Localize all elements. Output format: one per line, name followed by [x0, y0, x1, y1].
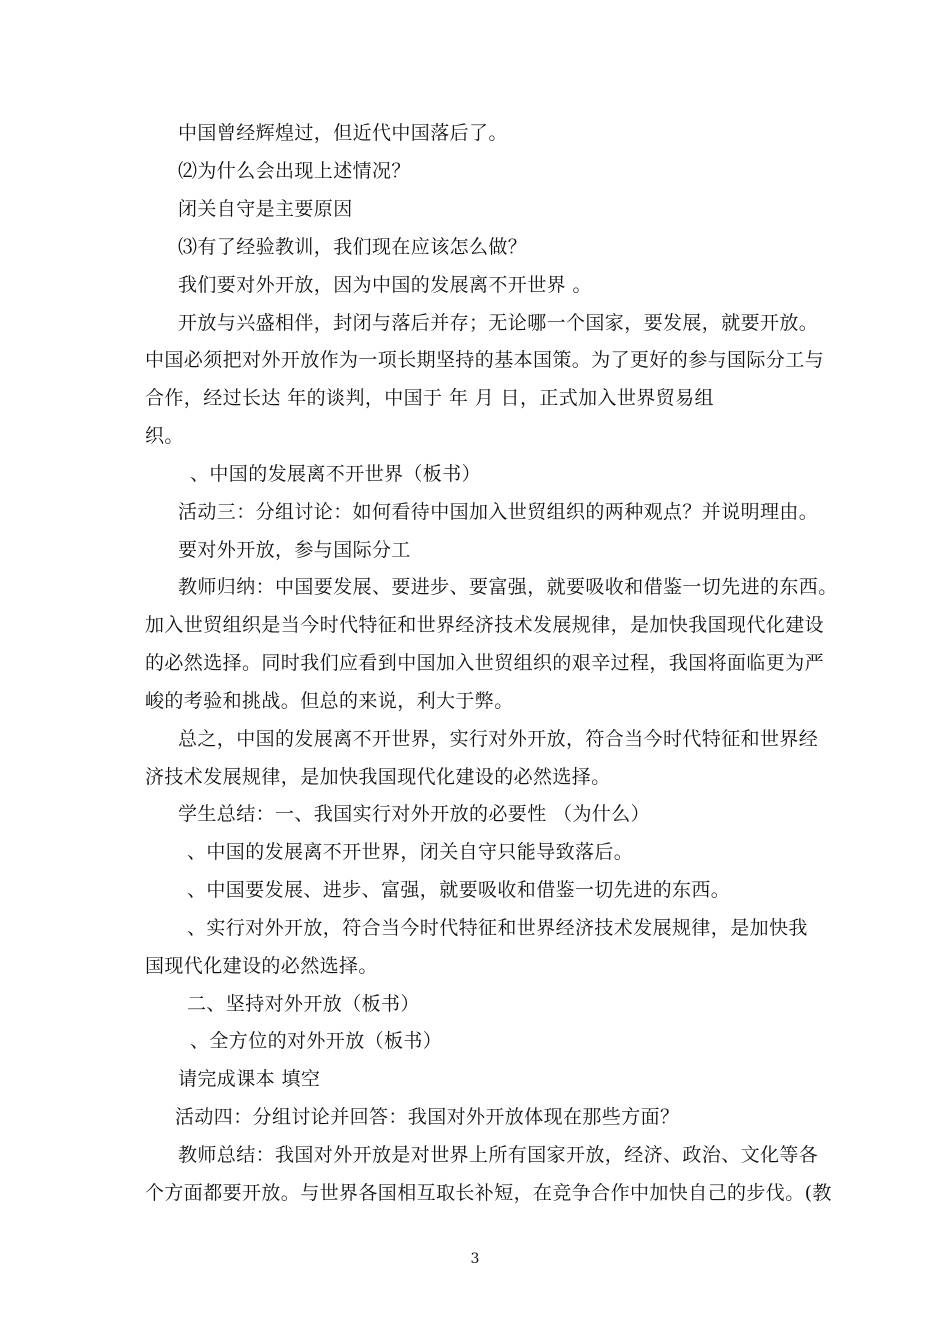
paragraph-line: 合作，经过长达 年的谈判，中国于 年 月 日，正式加入世界贸易组 [145, 387, 714, 409]
paragraph-line: 总之，中国的发展离不开世界，实行对外开放，符合当今时代特征和世界经 [178, 728, 819, 750]
list-item: 、中国的发展离不开世界，闭关自守只能导致落后。 [187, 841, 634, 863]
list-item: 、实行对外开放，符合当今时代特征和世界经济技术发展规律，是加快我 [187, 917, 808, 939]
paragraph-line: 个方面都要开放。与世界各国相互取长补短，在竞争合作中加快自己的步伐。(教 [145, 1182, 832, 1204]
paragraph-line: 我们要对外开放，因为中国的发展离不开世界 。 [178, 274, 592, 296]
paragraph-line: 济技术发展规律，是加快我国现代化建设的必然选择。 [145, 766, 611, 788]
paragraph-line: 活动三：分组讨论：如何看待中国加入世贸组织的两种观点？并说明理由。 [178, 501, 819, 523]
section-heading: 、全方位的对外开放（板书） [190, 1030, 443, 1052]
paragraph-line: ⑵为什么会出现上述情况？ [178, 160, 411, 182]
paragraph-line: 请完成课本 填空 [178, 1068, 321, 1090]
paragraph-line: 教师总结：我国对外开放是对世界上所有国家开放，经济、政治、文化等各 [178, 1144, 819, 1166]
paragraph-line: 中国曾经辉煌过，但近代中国落后了。 [178, 122, 508, 144]
page-number: 3 [470, 1251, 480, 1267]
section-heading: 二、坚持对外开放（板书） [187, 993, 420, 1015]
paragraph-line: 教师归纳：中国要发展、要进步、要富强，就要吸收和借鉴一切先进的东西。 [178, 576, 838, 598]
paragraph-line: 的必然选择。同时我们应看到中国加入世贸组织的艰辛过程，我国将面临更为严 [145, 652, 825, 674]
paragraph-line: 要对外开放，参与国际分工 [178, 539, 411, 561]
section-heading: 、中国的发展离不开世界（板书） [190, 463, 482, 485]
paragraph-line: 闭关自守是主要原因 [178, 198, 353, 220]
list-item: 、中国要发展、进步、富强，就要吸收和借鉴一切先进的东西。 [187, 879, 731, 901]
paragraph-line: 学生总结：一、我国实行对外开放的必要性 （为什么） [178, 803, 651, 825]
paragraph-line: 织。 [145, 425, 184, 447]
paragraph-line: 活动四：分组讨论并回答：我国对外开放体现在那些方面？ [175, 1106, 680, 1128]
paragraph-line: 峻的考验和挑战。但总的来说，利大于弊。 [145, 690, 514, 712]
paragraph-line: ⑶有了经验教训，我们现在应该怎么做？ [178, 236, 528, 258]
paragraph-line: 加入世贸组织是当今时代特征和世界经济技术发展规律，是加快我国现代化建设 [145, 614, 825, 636]
paragraph-line: 开放与兴盛相伴，封闭与落后并存；无论哪一个国家，要发展，就要开放。 [178, 312, 819, 334]
paragraph-line: 国现代化建设的必然选择。 [145, 955, 378, 977]
paragraph-line: 中国必须把对外开放作为一项长期坚持的基本国策。为了更好的参与国际分工与 [145, 349, 825, 371]
